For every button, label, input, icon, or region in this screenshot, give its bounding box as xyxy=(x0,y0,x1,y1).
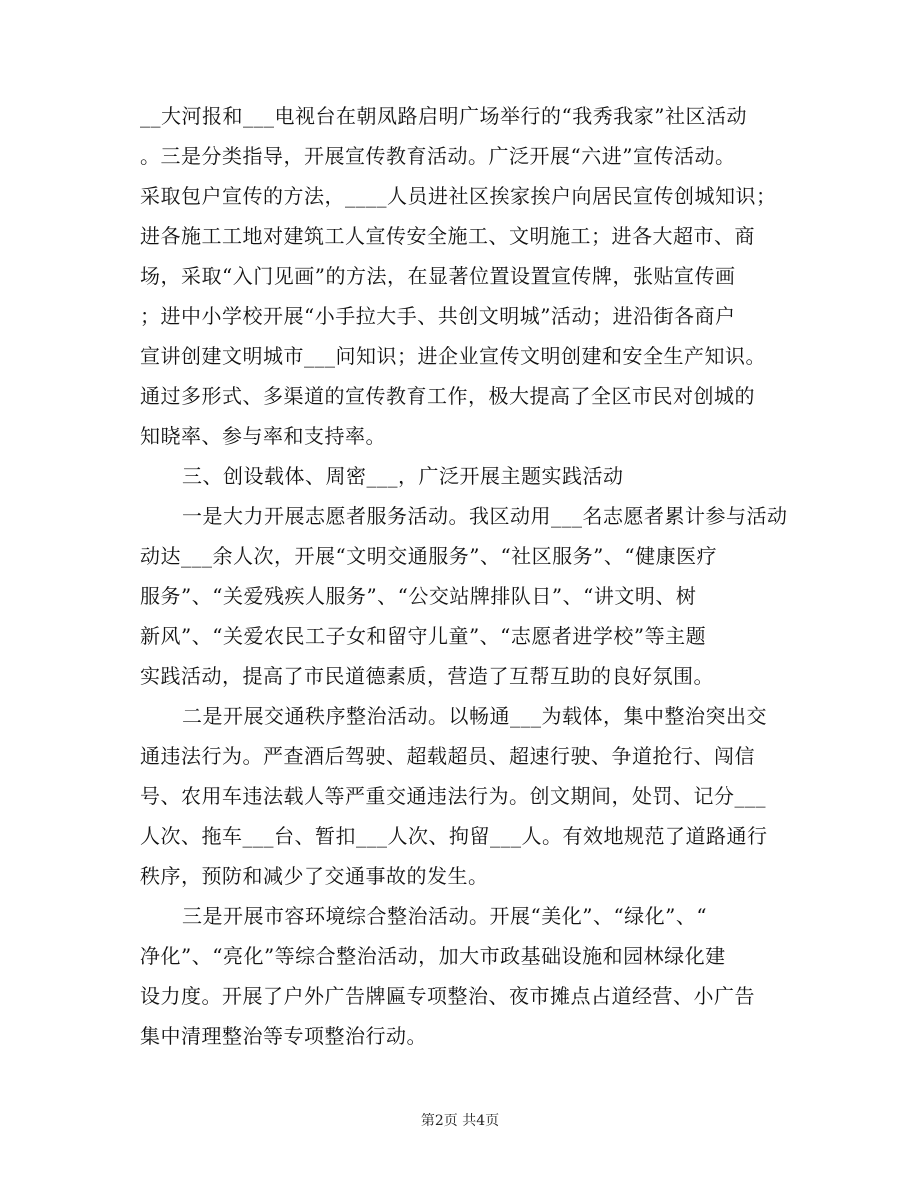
text-line: 三是开展市容环境综合整治活动。开展“美化”、“绿化”、“ xyxy=(182,904,708,928)
text-line: 设力度。开展了户外广告牌匾专项整治、夜市摊点占道经营、小广告 xyxy=(140,984,755,1008)
text-line: 秩序，预防和减少了交通事故的发生。 xyxy=(140,864,489,888)
text-line: 实践活动，提高了市民道德素质，营造了互帮互助的良好氛围。 xyxy=(140,664,714,688)
text-line: 新风”、“关爱农民工子女和留守儿童”、“志愿者进学校”等主题 xyxy=(140,624,707,648)
text-line: 通过多形式、多渠道的宣传教育工作，极大提高了全区市民对创城的 xyxy=(140,384,755,408)
text-line: 通违法行为。严查酒后驾驶、超载超员、超速行驶、争道抢行、闯信 xyxy=(140,744,755,768)
text-line: 一是大力开展志愿者服务活动。我区动用___名志愿者累计参与活动 xyxy=(182,504,788,528)
text-line: 净化”、“亮化”等综合整治活动，加大市政基础设施和园林绿化建 xyxy=(140,944,726,968)
text-line: 号、农用车违法载人等严重交通违法行为。创文期间，处罚、记分___ xyxy=(140,784,766,808)
document-body xyxy=(140,96,788,1056)
text-line: ；进中小学校开展“小手拉大手、共创文明城”活动；进沿街各商户 xyxy=(140,304,736,328)
text-line: 进各施工工地对建筑工人宣传安全施工、文明施工；进各大超市、商 xyxy=(140,224,755,248)
text-line: __大河报和___电视台在朝凤路启明广场举行的“我秀我家”社区活动 xyxy=(140,104,747,128)
text-line: 。三是分类指导，开展宣传教育活动。广泛开展“六进”宣传活动。 xyxy=(140,144,736,168)
page-number: 第2页 共4页 xyxy=(420,1113,500,1129)
text-line: 宣讲创建文明城市___问知识；进企业宣传文明创建和安全生产知识。 xyxy=(140,344,766,368)
text-line: 采取包户宣传的方法，____人员进社区挨家挨户向居民宣传创城知识； xyxy=(140,184,777,208)
text-line: 场，采取“入门见画”的方法，在显著位置设置宣传牌，张贴宣传画 xyxy=(140,264,736,288)
text-line: 服务”、“关爱残疾人服务”、“公交站牌排队日”、“讲文明、树 xyxy=(140,584,697,608)
text-line: 动达___余人次，开展“文明交通服务”、“社区服务”、“健康医疗 xyxy=(140,544,718,568)
text-line: 二是开展交通秩序整治活动。以畅通___为载体，集中整治突出交 xyxy=(182,704,767,728)
text-line: 知晓率、参与率和支持率。 xyxy=(140,424,386,448)
text-line: 人次、拖车___台、暂扣___人次、拘留___人。有效地规范了道路通行 xyxy=(140,824,768,848)
text-line: 集中清理整治等专项整治行动。 xyxy=(140,1024,427,1048)
section-heading: 三、创设载体、周密___，广泛开展主题实践活动 xyxy=(182,464,624,488)
